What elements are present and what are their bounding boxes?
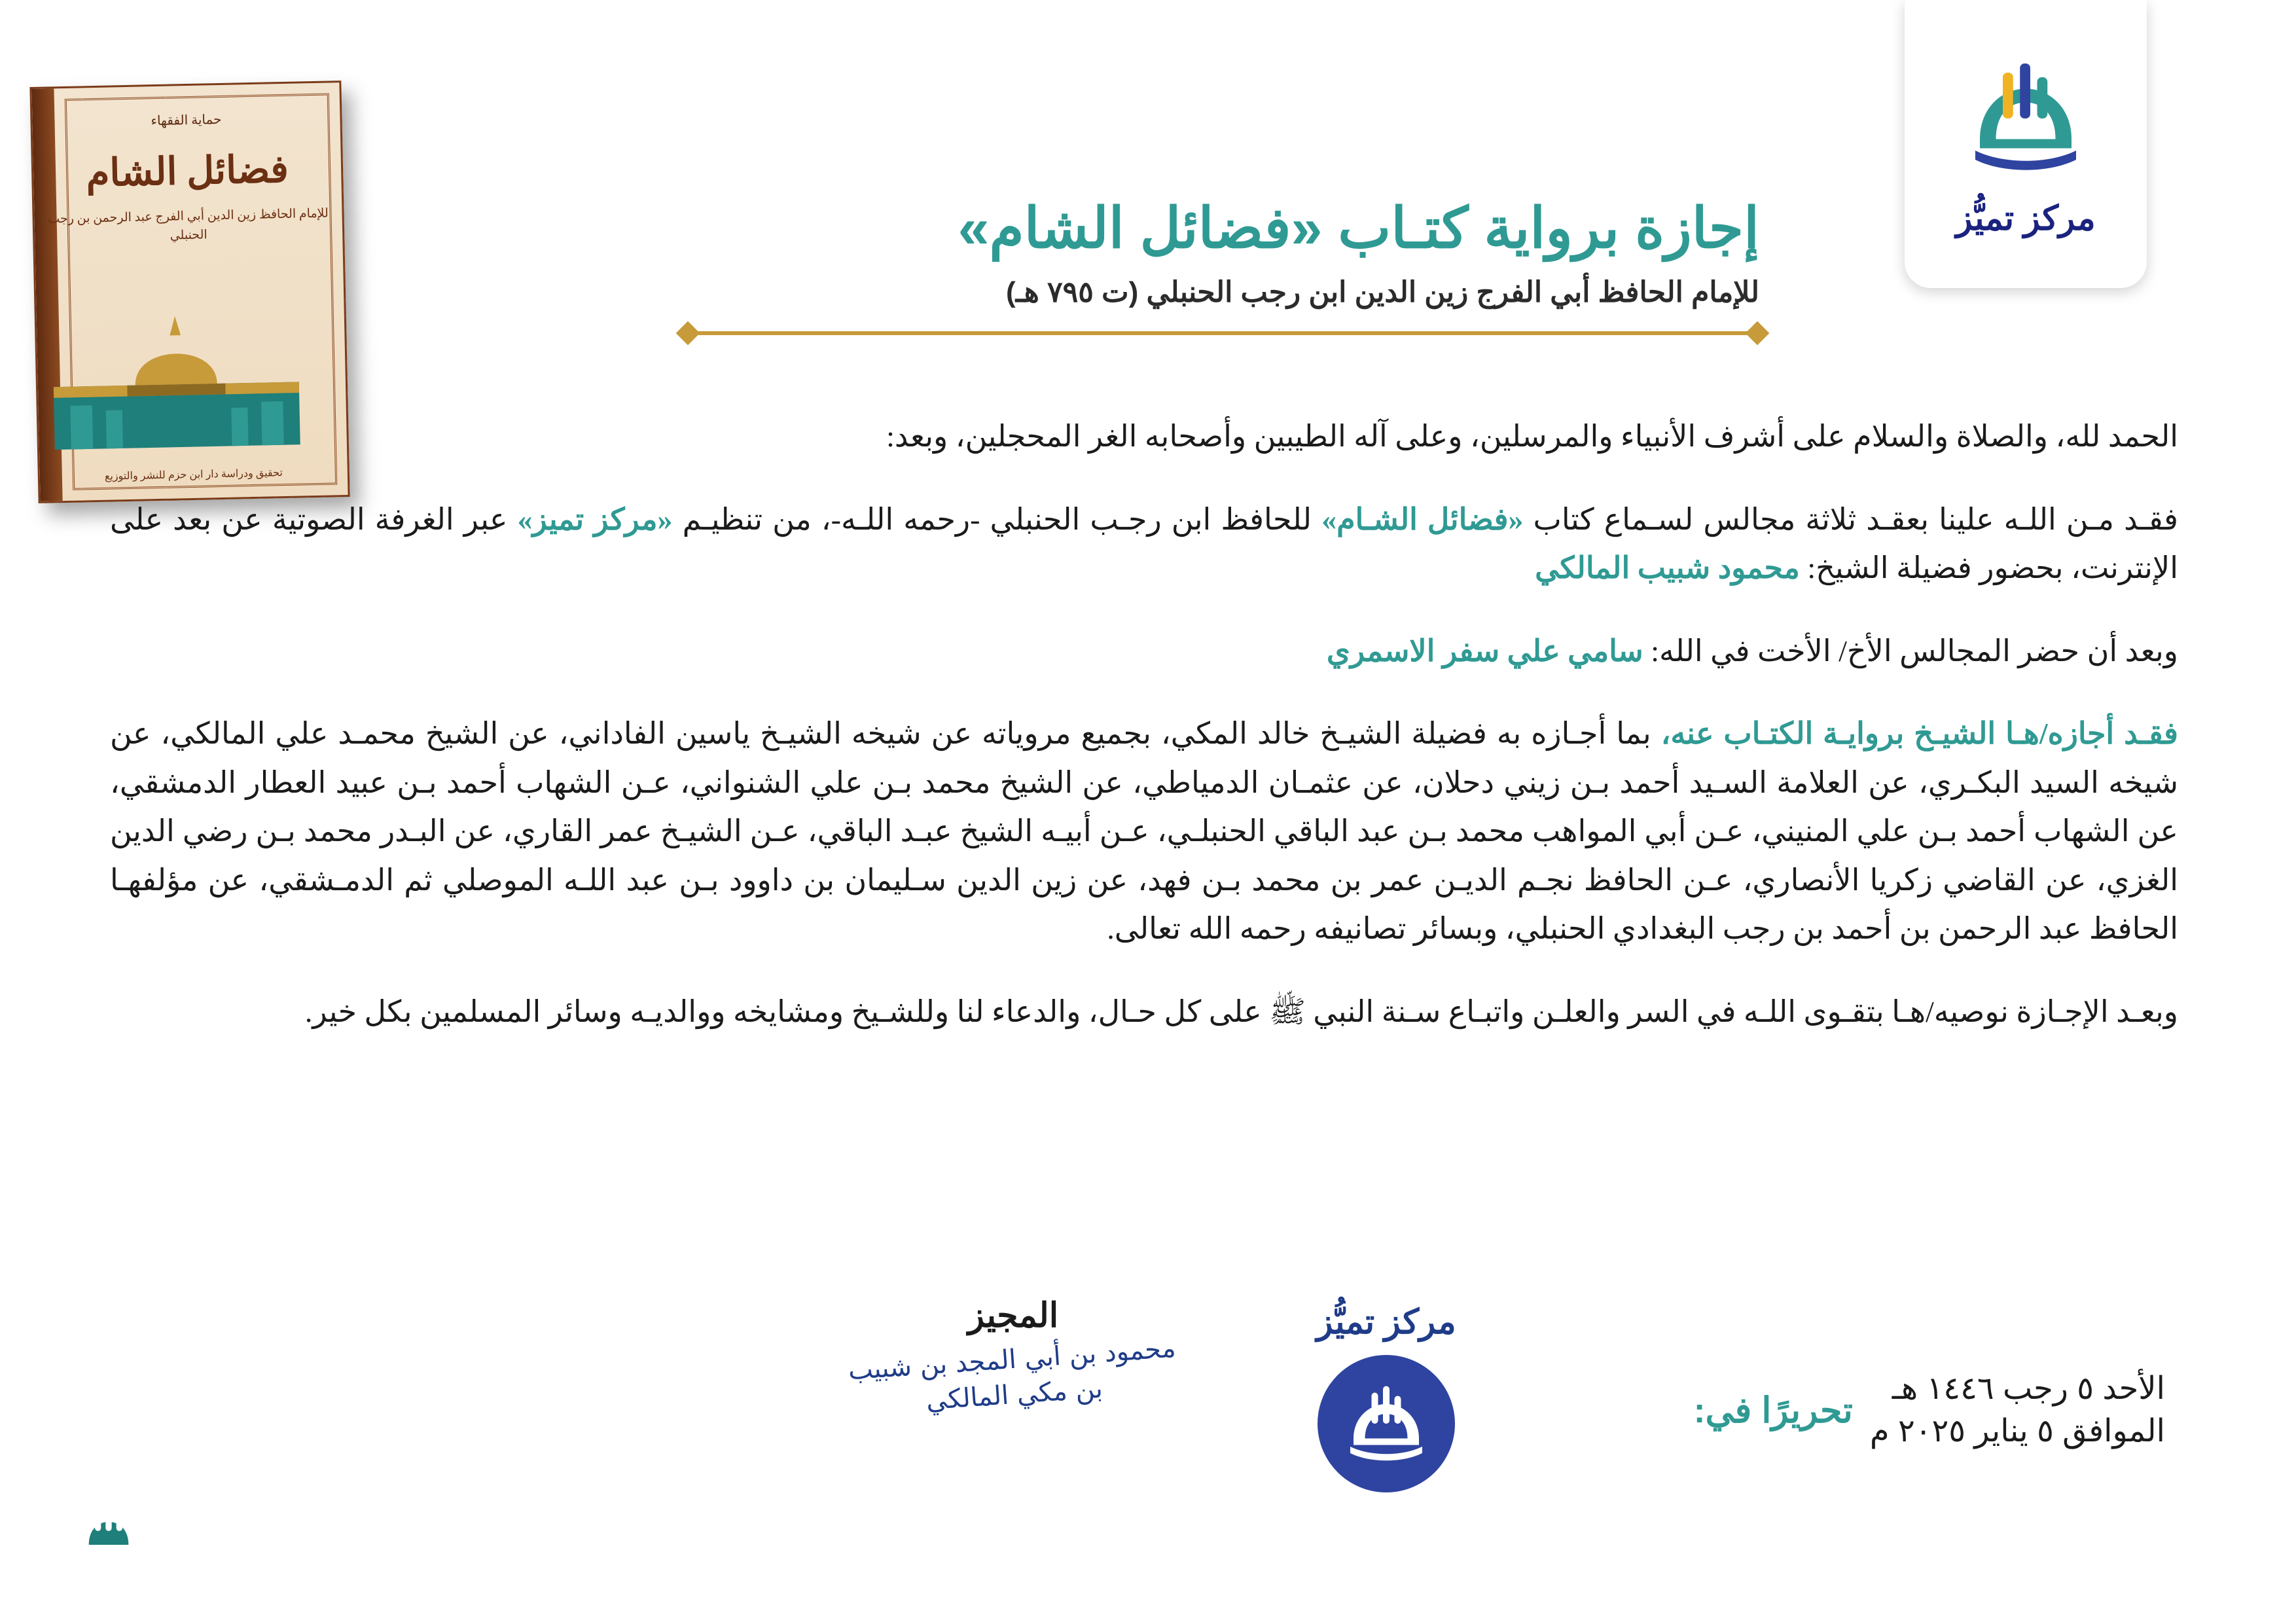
signer-label: المجيز — [967, 1297, 1059, 1335]
brand-logo-badge — [1905, 0, 2147, 288]
p2-sheikh-name: محمود شبيب المالكي — [1535, 551, 1800, 585]
logo-label: مركز تميُّز — [1956, 200, 2096, 238]
p2-part-a: فقـد مـن اللـه علينا بعقـد ثلاثة مجالس لسـماع كتاب — [1523, 502, 2178, 536]
paragraph-praise: الحمد لله، والصلاة والسلام على أشرف الأنبياء والمرسلين، وعلى آله الطيبين وأصحابه الغر المحجلين، وبعد: — [886, 420, 2178, 453]
center-seal — [1318, 1355, 1455, 1492]
book-bottom-text: تحقيق ودراسة دار ابن حزم للنشر والتوزيع — [104, 467, 283, 482]
p4-chain-text: بما أجـازه به فضيلة الشيـخ خالد المكي، بجميع مروياته عن شيخه الشيـخ ياسين الفاداني، عن الشيخ محمـد علي المالكي، عن شيخه السيد البكـري، عن العلامة السـيد أحمد بـن زيني دحلان، عن عثمـان الدمياطي، عن الشيخ محمد بـن علي الشنواني، عـن الشهاب أحمد بـن عبيد العطار الدمشقي، عن الشهاب أحمد بـن علي المنيني، عـن أبي المواهب محمد بـن عبد الباقي الحنبلـي، عـن أبيـه الشيخ عبـد الباقي، عـن الشيـخ عمر القاري، عن البـدر محمد بـن رضي الدين الغزي، عن القاضي زكريا الأنصاري، عـن الحافظ نجـم الديـن عمر بن محمد بـن فهد، عن زين الدين سـليمان بن داوود بـن عبد اللـه الموصلي ثم الدمـشقي، عن مؤلفهـا الحافظ عبد الرحمن بن أحمد بن رجب البغدادي الحنبلي، وبسائر تصانيفه رحمه الله تعالى. — [110, 717, 2178, 946]
p2-part-c: عبر الغرفة الصوتية عن بعد على الإنترنت، بحضور فضيلة الشيخ: — [110, 502, 2178, 585]
p2-organizer: «مركز تميز» — [517, 502, 673, 536]
paragraph-attendee — [110, 627, 2178, 676]
date-gregorian: الموافق ٥ يناير ٢٠٢٥ م — [1869, 1413, 2165, 1449]
p4-lead: فقـد أجازه/هـا الشيـخ بروايـة الكتـاب عنه، — [1660, 717, 2178, 751]
book-title-text: فضائل الشام — [85, 147, 289, 195]
certificate-body — [110, 412, 2178, 1053]
page-subtitle: للإمام الحافظ أبي الفرج زين الدين ابن رجب الحنبلي (ت ٧٩٥ هـ) — [1006, 276, 1759, 308]
tamayyuz-seal-icon — [1337, 1375, 1435, 1473]
book-subtitle-text: للإمام الحافظ زين الدين أبي الفرج عبد الرحمن بن رجب الحنبلي — [48, 206, 329, 243]
title-divider — [686, 331, 1759, 335]
p3-attendee-name: سامي علي سفر الاسمري — [1326, 634, 1643, 668]
paragraph-chain — [110, 710, 2178, 954]
p2-part-b: للحافظ ابن رجـب الحنبلي -رحمه اللـه-، من تنظيـم — [672, 502, 1322, 536]
date-block — [1694, 1368, 2165, 1453]
website-watermark: TamayyuzCenter.com — [99, 1275, 360, 1385]
book-top-text: حماية الفقهاء — [151, 112, 222, 129]
signature-handwriting: محمود بن أبي المجد بن شبيب بن مكي المالكي — [847, 1333, 1177, 1416]
tamayyuz-corner-icon — [63, 1485, 154, 1577]
date-values — [1870, 1368, 2165, 1453]
title-block — [647, 196, 1759, 335]
center-name: مركز تميُّز — [1316, 1303, 1456, 1341]
center-stamp-block — [1249, 1303, 1524, 1492]
date-label: تحريرًا في: — [1693, 1391, 1853, 1431]
signer-block — [843, 1296, 1183, 1416]
page-title: إجازة برواية كتـاب «فضائل الشام» — [958, 197, 1759, 260]
paragraph-advice: وبعـد الإجـازة نوصيه/هـا بتقـوى اللـه في السر والعلـن واتبـاع سـنة النبي ﷺ على كل حـال، والدعاء لنا وللشـيخ ومشايخه ووالديـه وسائر المسلمين بكل خير. — [304, 994, 2178, 1028]
p2-book-name: «فضائل الشـام» — [1321, 502, 1524, 536]
tamayyuz-logo-icon — [1957, 50, 2094, 187]
paragraph-sessions — [110, 496, 2178, 593]
p3-part-a: وبعد أن حضر المجالس الأخ/ الأخت في الله: — [1643, 634, 2178, 668]
date-hijri: الأحد ٥ رجب ١٤٤٦ هـ — [1892, 1371, 2165, 1406]
